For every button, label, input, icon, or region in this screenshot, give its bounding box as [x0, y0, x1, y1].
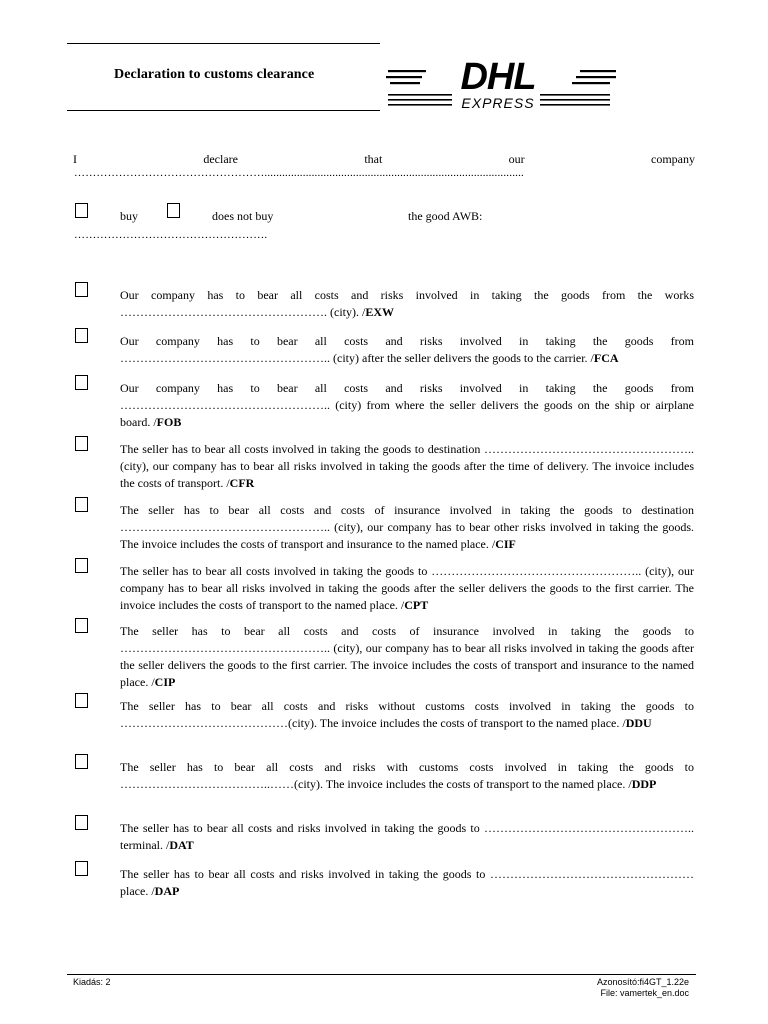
option-text: The seller has to bear all costs and costs of insurance involved in taking the goods to destination …………………………………………….. (city), our company has to bear other risks involved in taking the goods. The invoice includes the costs of transport and insurance to the named place. / [120, 503, 694, 551]
page-title: Declaration to customs clearance [114, 67, 315, 82]
option-text: Our company has to bear all costs and risks involved in taking the goods from …………………………………………….. (city) from where the seller delivers the goods on the ship or airplane board. / [120, 381, 694, 429]
header-top-rule [67, 43, 380, 44]
header-bottom-rule [67, 110, 380, 111]
incoterm-code: EXW [365, 305, 394, 319]
incoterm-code: FCA [593, 351, 619, 365]
does-not-buy-checkbox[interactable] [167, 203, 180, 218]
incoterm-code: DAP [154, 884, 180, 898]
option-checkbox-ddu[interactable] [75, 693, 88, 708]
option-checkbox-cfr[interactable] [75, 436, 88, 451]
declaration-word: that [364, 152, 383, 166]
option-checkbox-cif[interactable] [75, 497, 88, 512]
footer-filename: File: vamertek_en.doc [600, 988, 689, 998]
option-text: The seller has to bear all costs and risks with customs costs involved in taking the goods to ………………………………..……(city). The invoice includes the costs of transport to the named place. / [120, 760, 694, 791]
option-text: The seller has to bear all costs and risks without customs costs involved in taking the goods to ……………………………………(city). The invoice includes the costs of transport to the named place. / [120, 699, 694, 730]
option-ddu [120, 698, 694, 732]
incoterm-code: DDP [631, 777, 657, 791]
option-text: The seller has to bear all costs involved in taking the goods to destination …………………………………………….. (city), our company has to bear all risks involved in taking the goods after the time of delivery. The invoice includes the costs of transport. / [120, 442, 694, 490]
awb-fill-line[interactable]: ……………………………………………. [74, 229, 268, 241]
option-text: The seller has to bear all costs and risks involved in taking the goods to …………………………………………… place. / [120, 867, 694, 898]
incoterm-code: CIP [154, 675, 176, 689]
option-cif [120, 502, 694, 553]
incoterm-code: DDU [625, 716, 652, 730]
option-cip [120, 623, 694, 691]
option-checkbox-exw[interactable] [75, 282, 88, 297]
option-exw [120, 287, 694, 321]
buy-checkbox[interactable] [75, 203, 88, 218]
declaration-word: our [508, 152, 525, 166]
logo-subtitle: EXPRESS [461, 95, 535, 111]
footer-edition: Kiadás: 2 [73, 977, 111, 987]
option-checkbox-dat[interactable] [75, 815, 88, 830]
footer-identifier: Azonosító:fi4GT_1.22e [596, 977, 689, 987]
option-fob [120, 380, 694, 431]
incoterm-code: CFR [229, 476, 255, 490]
option-checkbox-cpt[interactable] [75, 558, 88, 573]
incoterm-code: CPT [404, 598, 429, 612]
option-checkbox-ddp[interactable] [75, 754, 88, 769]
option-checkbox-fca[interactable] [75, 328, 88, 343]
option-text: The seller has to bear all costs and costs of insurance involved in taking the goods to …………………………………………….. (city), our company has to bear all risks involved in taking the goods after the seller delivers the goods to the first carrier. The invoice includes the costs of transport and insurance to the named place. / [120, 624, 694, 689]
option-fca [120, 333, 694, 367]
declaration-line [73, 151, 695, 167]
incoterm-code: CIF [495, 537, 516, 551]
incoterm-code: DAT [169, 838, 194, 852]
awb-label: the good AWB: [408, 209, 483, 223]
declaration-word: declare [203, 152, 238, 166]
dhl-express-logo [386, 58, 618, 116]
footer-rule [67, 974, 696, 975]
option-text: The seller has to bear all costs and risks involved in taking the goods to …………………………………………….. terminal. / [120, 821, 694, 852]
logo-wordmark: DHL [460, 58, 536, 98]
option-text: Our company has to bear all costs and risks involved in taking the goods from the works ……………………………………………. (city). / [120, 288, 694, 319]
option-dat [120, 820, 694, 854]
declaration-word: I [73, 152, 77, 166]
option-cfr [120, 441, 694, 492]
option-checkbox-cip[interactable] [75, 618, 88, 633]
option-dap [120, 866, 694, 900]
buy-label: buy [120, 209, 138, 223]
incoterm-code: FOB [156, 415, 182, 429]
option-cpt [120, 563, 694, 614]
declaration-word: company [651, 152, 696, 166]
option-text: The seller has to bear all costs involved in taking the goods to …………………………………………….. (city), our company has to bear all risks involved in taking the goods after the seller delivers the goods to the first carrier. The invoice includes the costs of transport to the named place. / [120, 564, 694, 612]
option-text: Our company has to bear all costs and risks involved in taking the goods from …………………………………………….. (city) after the seller delivers the goods to the carrier. / [120, 334, 694, 365]
option-ddp [120, 759, 694, 793]
option-checkbox-fob[interactable] [75, 375, 88, 390]
company-fill-line[interactable]: ……………………………………………........................................................................................ [74, 167, 524, 179]
option-checkbox-dap[interactable] [75, 861, 88, 876]
does-not-buy-label: does not buy [212, 209, 274, 223]
